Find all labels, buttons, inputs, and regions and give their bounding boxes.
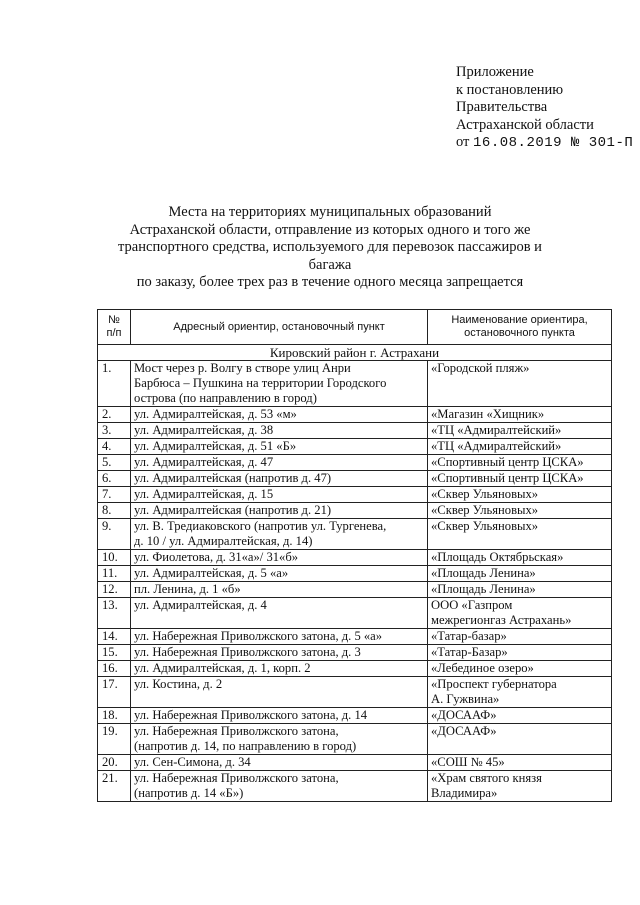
row-address <box>131 661 428 677</box>
table-row <box>98 598 612 629</box>
row-address <box>131 361 428 407</box>
row-number: 13. <box>98 598 131 629</box>
row-number: 19. <box>98 724 131 755</box>
row-number: 21. <box>98 771 131 802</box>
header-landmark-line2: остановочного пункта <box>464 327 575 339</box>
row-landmark <box>428 423 612 439</box>
row-landmark <box>428 503 612 519</box>
appendix-block <box>456 64 633 153</box>
title-line: Места на территориях муниципальных образований <box>168 204 492 220</box>
row-number: 1. <box>98 361 131 407</box>
row-number: 20. <box>98 755 131 771</box>
table-row <box>98 487 612 503</box>
address-line: ул. Костина, д. 2 <box>134 677 223 691</box>
table-row <box>98 407 612 423</box>
row-landmark <box>428 455 612 471</box>
appendix-decree-line <box>456 134 633 153</box>
table-row <box>98 503 612 519</box>
row-address <box>131 519 428 550</box>
address-line: д. 10 / ул. Адмиралтейская, д. 14) <box>134 534 313 548</box>
appendix-line: Астраханской области <box>456 116 594 133</box>
table-row <box>98 661 612 677</box>
landmark-line: «Татар-Базар» <box>431 645 508 659</box>
row-address <box>131 677 428 708</box>
table-row <box>98 471 612 487</box>
places-table <box>97 309 612 802</box>
landmark-line: «ДОСААФ» <box>431 708 497 722</box>
row-address <box>131 471 428 487</box>
landmark-line: «Площадь Октябрьская» <box>431 550 564 564</box>
table-row <box>98 455 612 471</box>
row-landmark <box>428 677 612 708</box>
table-row <box>98 677 612 708</box>
row-number: 15. <box>98 645 131 661</box>
landmark-line: «Спортивный центр ЦСКА» <box>431 455 584 469</box>
table-row <box>98 519 612 550</box>
appendix-line: Правительства <box>456 99 548 115</box>
row-number: 2. <box>98 407 131 423</box>
landmark-line: «Городской пляж» <box>431 361 530 375</box>
landmark-line: «Площадь Ленина» <box>431 582 536 596</box>
row-address <box>131 598 428 629</box>
landmark-line: «ТЦ «Адмиралтейский» <box>431 439 562 453</box>
row-address <box>131 755 428 771</box>
address-line: Барбюса – Пушкина на территории Городского <box>134 376 387 390</box>
landmark-line: «Татар-базар» <box>431 629 507 643</box>
address-line: ул. Набережная Приволжского затона, <box>134 771 339 785</box>
address-line: пл. Ленина, д. 1 «б» <box>134 582 241 596</box>
address-line: (напротив д. 14 «Б») <box>134 786 244 800</box>
row-address <box>131 645 428 661</box>
appendix-line: к постановлению <box>456 81 564 98</box>
row-address <box>131 566 428 582</box>
table-row <box>98 755 612 771</box>
table-row <box>98 645 612 661</box>
table-row <box>98 629 612 645</box>
row-landmark <box>428 550 612 566</box>
landmark-line: «Площадь Ленина» <box>431 566 536 580</box>
landmark-line: «СОШ № 45» <box>431 755 505 769</box>
table-row <box>98 582 612 598</box>
row-number: 5. <box>98 455 131 471</box>
row-number: 4. <box>98 439 131 455</box>
address-line: ул. Сен-Симона, д. 34 <box>134 755 251 769</box>
row-landmark <box>428 487 612 503</box>
row-landmark <box>428 598 612 629</box>
row-address <box>131 708 428 724</box>
row-address <box>131 503 428 519</box>
header-number-line2: п/п <box>106 327 122 339</box>
landmark-line: «Проспект губернатора <box>431 677 557 691</box>
address-line: ул. Адмиралтейская, д. 38 <box>134 423 274 437</box>
address-line: Мост через р. Волгу в створе улиц Анри <box>134 361 351 375</box>
document-title <box>100 204 560 292</box>
landmark-line: Владимира» <box>431 786 498 800</box>
row-address <box>131 629 428 645</box>
row-landmark <box>428 439 612 455</box>
address-line: ул. Адмиралтейская, д. 47 <box>134 455 274 469</box>
row-address <box>131 582 428 598</box>
header-address: Адресный ориентир, остановочный пункт <box>131 310 428 345</box>
landmark-line: А. Гужвина» <box>431 692 500 706</box>
row-number: 17. <box>98 677 131 708</box>
landmark-line: «Спортивный центр ЦСКА» <box>431 471 584 485</box>
landmark-line: «ДОСААФ» <box>431 724 497 738</box>
landmark-line: «Лебединое озеро» <box>431 661 534 675</box>
row-address <box>131 487 428 503</box>
row-number: 16. <box>98 661 131 677</box>
address-line: ул. Адмиралтейская (напротив д. 47) <box>134 471 332 485</box>
row-landmark <box>428 645 612 661</box>
row-address <box>131 550 428 566</box>
address-line: ул. Адмиралтейская (напротив д. 21) <box>134 503 332 517</box>
table-row <box>98 566 612 582</box>
row-number: 7. <box>98 487 131 503</box>
row-landmark <box>428 361 612 407</box>
address-line: ул. Адмиралтейская, д. 51 «Б» <box>134 439 297 453</box>
address-line: ул. Набережная Приволжского затона, <box>134 724 339 738</box>
row-landmark <box>428 566 612 582</box>
landmark-line: «Сквер Ульяновых» <box>431 487 539 501</box>
table-row <box>98 361 612 407</box>
landmark-line: межрегионгаз Астрахань» <box>431 613 572 627</box>
row-number: 8. <box>98 503 131 519</box>
address-line: ул. Адмиралтейская, д. 53 «м» <box>134 407 297 421</box>
landmark-line: «ТЦ «Адмиралтейский» <box>431 423 562 437</box>
row-landmark <box>428 629 612 645</box>
address-line: ул. Набережная Приволжского затона, д. 14 <box>134 708 368 722</box>
table-row <box>98 439 612 455</box>
row-address <box>131 455 428 471</box>
row-number: 18. <box>98 708 131 724</box>
address-line: ул. Адмиралтейская, д. 5 «а» <box>134 566 289 580</box>
row-number: 14. <box>98 629 131 645</box>
decree-prefix: от <box>456 134 470 150</box>
row-address <box>131 423 428 439</box>
row-number: 10. <box>98 550 131 566</box>
section-row <box>98 345 612 361</box>
landmark-line: «Храм святого князя <box>431 771 542 785</box>
row-landmark <box>428 661 612 677</box>
table-row <box>98 550 612 566</box>
appendix-line: Приложение <box>456 64 534 80</box>
landmark-line: «Магазин «Хищник» <box>431 407 545 421</box>
row-landmark <box>428 755 612 771</box>
table-header-row <box>98 310 612 345</box>
address-line: острова (по направлению в город) <box>134 391 317 405</box>
row-landmark <box>428 771 612 802</box>
row-landmark <box>428 708 612 724</box>
row-number: 12. <box>98 582 131 598</box>
landmark-line: «Сквер Ульяновых» <box>431 519 539 533</box>
row-landmark <box>428 407 612 423</box>
address-line: ул. Набережная Приволжского затона, д. 3 <box>134 645 361 659</box>
address-line: ул. В. Тредиаковского (напротив ул. Тургенева, <box>134 519 387 533</box>
title-line: транспортного средства, используемого для перевозок пассажиров и багажа <box>118 239 542 273</box>
header-number-line1: № <box>108 314 120 326</box>
table-row <box>98 771 612 802</box>
row-landmark <box>428 724 612 755</box>
title-line: по заказу, более трех раз в течение одного месяца запрещается <box>136 274 524 291</box>
address-line: ул. Набережная Приволжского затона, д. 5 «а» <box>134 629 383 643</box>
row-landmark <box>428 519 612 550</box>
row-address <box>131 407 428 423</box>
row-number: 3. <box>98 423 131 439</box>
row-address <box>131 439 428 455</box>
table-row <box>98 708 612 724</box>
decree-number: 16.08.2019 № 301-П <box>473 135 634 151</box>
header-number <box>98 310 131 345</box>
table-row <box>98 423 612 439</box>
address-line: ул. Адмиралтейская, д. 4 <box>134 598 267 612</box>
header-landmark <box>428 310 612 345</box>
row-address <box>131 771 428 802</box>
address-line: ул. Адмиралтейская, д. 1, корп. 2 <box>134 661 311 675</box>
section-title: Кировский район г. Астрахани <box>98 345 612 361</box>
row-number: 9. <box>98 519 131 550</box>
table-row <box>98 724 612 755</box>
title-line: Астраханской области, отправление из которых одного и того же <box>129 221 531 238</box>
row-landmark <box>428 582 612 598</box>
row-landmark <box>428 471 612 487</box>
header-landmark-line1: Наименование ориентира, <box>451 314 588 326</box>
row-number: 6. <box>98 471 131 487</box>
row-number: 11. <box>98 566 131 582</box>
landmark-line: «Сквер Ульяновых» <box>431 503 539 517</box>
landmark-line: ООО «Газпром <box>431 598 513 612</box>
row-address <box>131 724 428 755</box>
address-line: (напротив д. 14, по направлению в город) <box>134 739 357 753</box>
address-line: ул. Фиолетова, д. 31«а»/ 31«б» <box>134 550 299 564</box>
address-line: ул. Адмиралтейская, д. 15 <box>134 487 274 501</box>
